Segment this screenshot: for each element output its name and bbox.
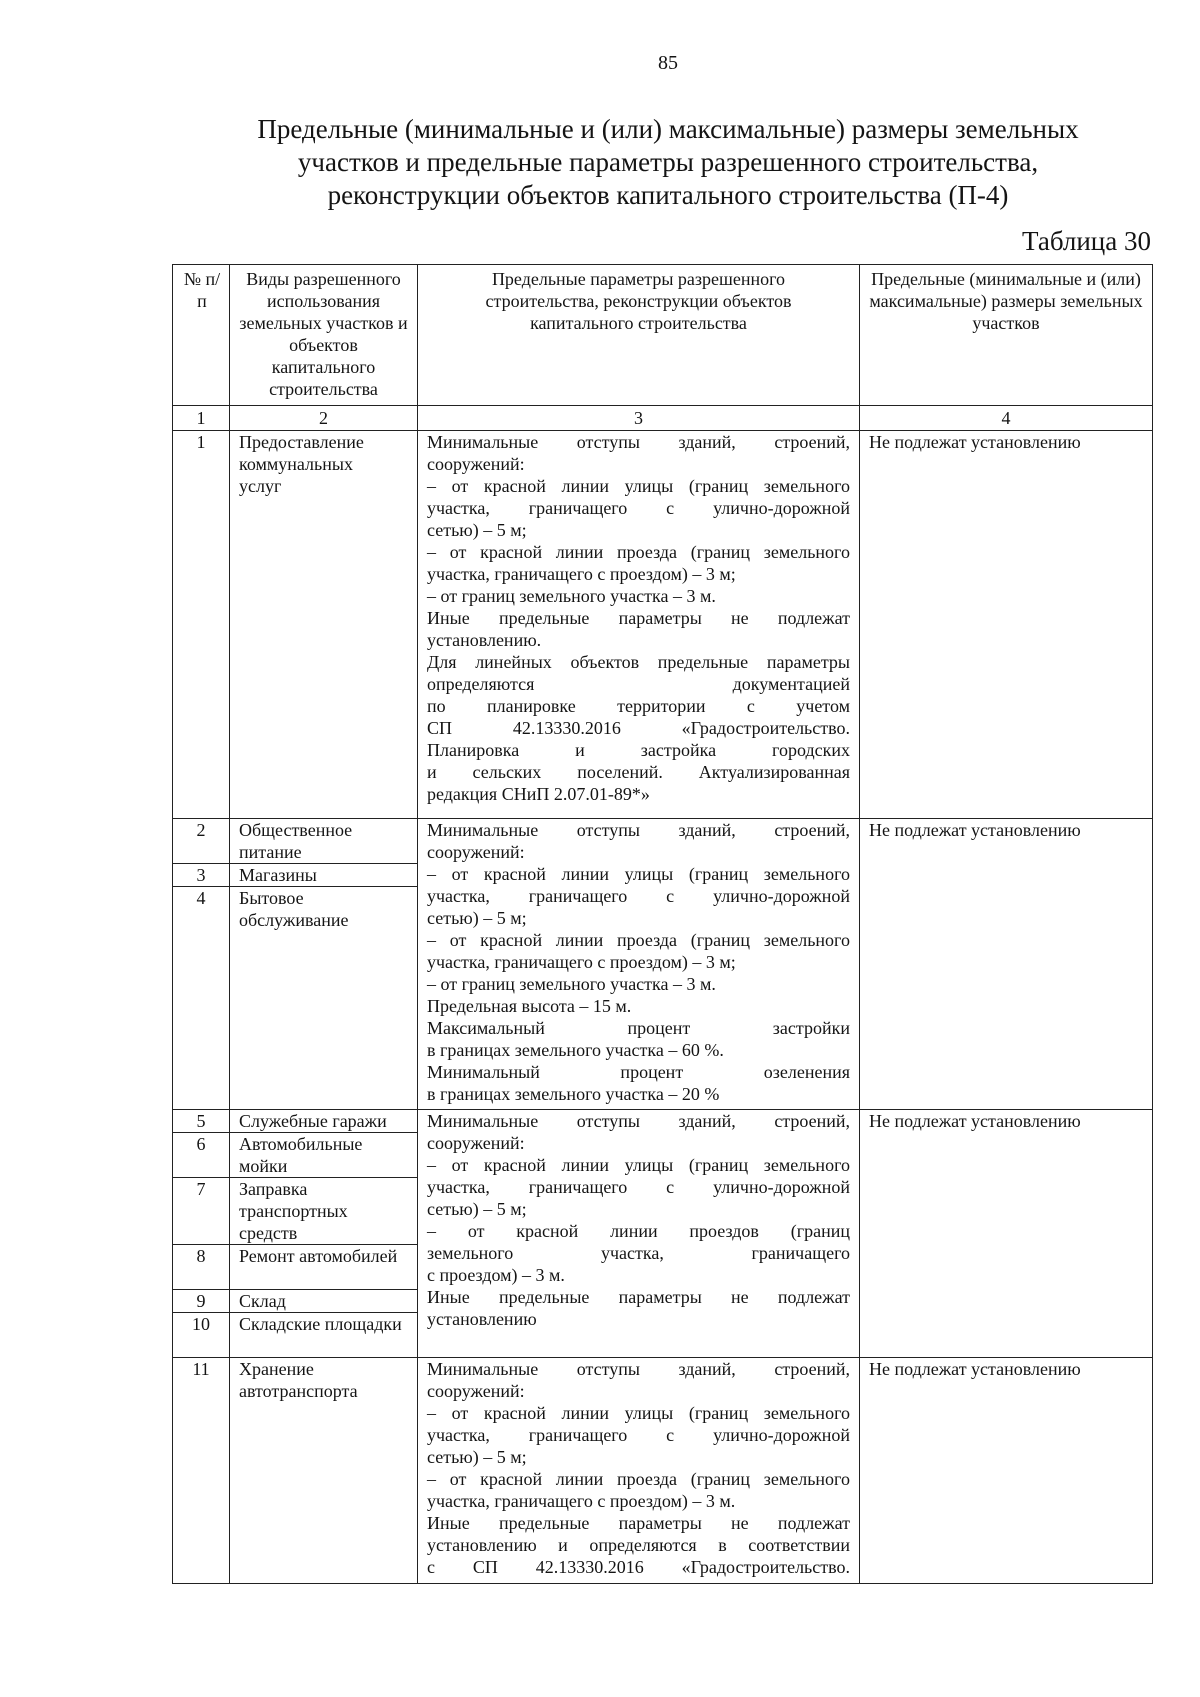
sizes-cell: Не подлежат установлению <box>860 819 1153 1110</box>
kind-cell: Магазины <box>230 864 418 887</box>
column-index: 1 <box>173 406 230 431</box>
kind-cell: Складские площадки <box>230 1313 418 1358</box>
column-index: 3 <box>418 406 860 431</box>
kind-cell: Ремонт автомобилей <box>230 1245 418 1290</box>
row-number: 3 <box>173 864 230 887</box>
row-number: 7 <box>173 1178 230 1245</box>
params-cell: Минимальные отступы зданий, строений, сооружений: – от красной линии улицы (границ земельного участка, граничащего с улично-дорожной сетью) – 5 м; – от красной линии проездов (границ земельного участка, граничащего с проездом) – 3 м. Иные предельные параметры не подлежат установлению <box>418 1110 860 1358</box>
table-row <box>173 431 1153 819</box>
header-row <box>173 265 1153 406</box>
kind-cell: Предоставление коммунальных услуг <box>230 431 418 819</box>
regulations-table <box>172 264 1153 1584</box>
kind-cell: Хранение автотранспорта <box>230 1358 418 1584</box>
kind-cell: Бытовое обслуживание <box>230 887 418 1110</box>
sizes-cell: Не подлежат установлению <box>860 431 1153 819</box>
header-params: Предельные параметры разрешенного строительства, реконструкции объектов капитального строительства <box>418 265 860 406</box>
row-number: 11 <box>173 1358 230 1584</box>
row-number: 8 <box>173 1245 230 1290</box>
column-index: 4 <box>860 406 1153 431</box>
table-label: Таблица 30 <box>1022 226 1151 256</box>
table-row <box>173 1110 1153 1133</box>
column-index-row <box>173 406 1153 431</box>
column-index: 2 <box>230 406 418 431</box>
table-row <box>173 1358 1153 1584</box>
kind-cell: Склад <box>230 1290 418 1313</box>
row-number: 5 <box>173 1110 230 1133</box>
row-number: 10 <box>173 1313 230 1358</box>
row-number: 4 <box>173 887 230 1110</box>
kind-cell: Автомобильные мойки <box>230 1133 418 1178</box>
title-line: участков и предельные параметры разрешенного строительства, <box>297 147 1039 177</box>
row-number: 1 <box>173 431 230 819</box>
title-line: Предельные (минимальные и (или) максимальные) размеры земельных <box>257 114 1079 144</box>
header-kinds: Виды разрешенного использования земельных участков и объектов капитального строительства <box>230 265 418 406</box>
params-cell: Минимальные отступы зданий, строений, сооружений: – от красной линии улицы (границ земельного участка, граничащего с улично-дорожной сетью) – 5 м; – от красной линии проезда (границ земельного участка, граничащего с проездом) – 3 м; – от границ земельного участка – 3 м. Иные предельные параметры не подлежат установлению. Для линейных объектов предельные параметры определяются документацией по планировке территории с учетом СП 42.13330.2016 «Градостроительство. Планировка и застройка городских и сельских поселений. Актуализированная редакция СНиП 2.07.01-89*» <box>418 431 860 819</box>
page-number: 85 <box>658 52 678 74</box>
params-cell: Минимальные отступы зданий, строений, сооружений: – от красной линии улицы (границ земельного участка, граничащего с улично-дорожной сетью) – 5 м; – от красной линии проезда (границ земельного участка, граничащего с проездом) – 3 м; – от границ земельного участка – 3 м. Предельная высота – 15 м. Максимальный процент застройки в границах земельного участка – 60 %. Минимальный процент озеленения в границах земельного участка – 20 % <box>418 819 860 1110</box>
table-row <box>173 819 1153 864</box>
title-line: реконструкции объектов капитального строительства (П-4) <box>327 180 1009 210</box>
sizes-cell: Не подлежат установлению <box>860 1358 1153 1584</box>
row-number: 9 <box>173 1290 230 1313</box>
params-cell: Минимальные отступы зданий, строений, сооружений: – от красной линии улицы (границ земельного участка, граничащего с улично-дорожной сетью) – 5 м; – от красной линии проезда (границ земельного участка, граничащего с проездом) – 3 м. Иные предельные параметры не подлежат установлению и определяются в соответствии с СП 42.13330.2016 «Градостроительство. <box>418 1358 860 1584</box>
row-number: 6 <box>173 1133 230 1178</box>
row-number: 2 <box>173 819 230 864</box>
sizes-cell: Не подлежат установлению <box>860 1110 1153 1358</box>
kind-cell: Служебные гаражи <box>230 1110 418 1133</box>
header-num: № п/п <box>173 265 230 406</box>
document-title <box>180 113 1156 212</box>
header-sizes: Предельные (минимальные и (или) максимальные) размеры земельных участков <box>860 265 1153 406</box>
kind-cell: Заправка транспортных средств <box>230 1178 418 1245</box>
kind-cell: Общественное питание <box>230 819 418 864</box>
